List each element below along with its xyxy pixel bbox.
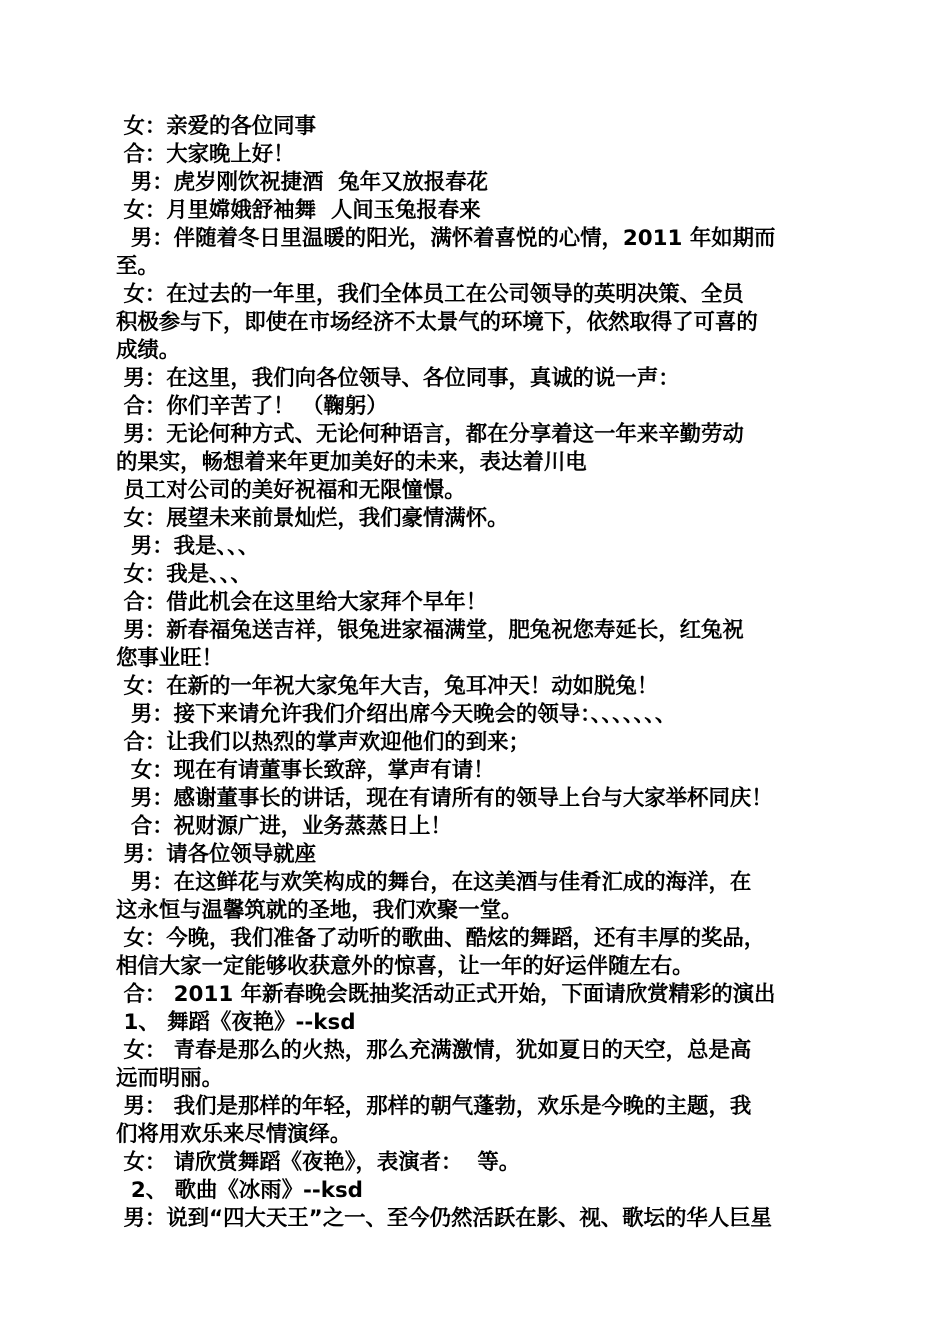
text-line: 男：新春福兔送吉祥，银兔进家福满堂，肥兔祝您寿延长，红兔祝 xyxy=(116,618,744,643)
text-line: 合：让我们以热烈的掌声欢迎他们的到来； xyxy=(116,730,530,755)
document-page xyxy=(116,113,838,1233)
text-line: 男： 我们是那样的年轻，那样的朝气蓬勃，欢乐是今晚的主题，我 xyxy=(116,1094,752,1119)
text-line: 您事业旺！ xyxy=(116,646,223,671)
text-line: 们将用欢乐来尽情演绎。 xyxy=(116,1122,352,1147)
text-line: 相信大家一定能够收获意外的惊喜，让一年的好运伴随左右。 xyxy=(116,954,694,979)
text-line: 女：我是、、、 xyxy=(116,562,252,587)
text-line: 的果实，畅想着来年更加美好的未来，表达着川电 xyxy=(116,450,587,475)
text-line: 女：在过去的一年里，我们全体员工在公司领导的英明决策、全员 xyxy=(116,282,744,307)
text-line: 男：我是、、、 xyxy=(116,534,260,559)
text-line: 女：在新的一年祝大家兔年大吉，兔耳冲天！动如脱兔！ xyxy=(116,674,659,699)
text-line: 合：你们辛苦了！ （鞠躬） xyxy=(116,394,388,419)
text-line: 成绩。 xyxy=(116,338,181,363)
text-line: 女：月里嫦娥舒袖舞 人间玉兔报春来 xyxy=(116,198,481,223)
text-line: 合： 2011 年新春晚会既抽奖活动正式开始，下面请欣赏精彩的演出 xyxy=(116,982,776,1007)
text-line: 合：大家晚上好！ xyxy=(116,142,295,167)
text-line: 女：展望未来前景灿烂，我们豪情满怀。 xyxy=(116,506,509,531)
text-line: 女：亲爱的各位同事 xyxy=(116,114,316,139)
text-line: 员工对公司的美好祝福和无限憧憬。 xyxy=(116,478,466,503)
text-line: 女： 青春是那么的火热，那么充满激情，犹如夏日的天空，总是高 xyxy=(116,1038,752,1063)
text-line: 男：在这鲜花与欢笑构成的舞台，在这美酒与佳肴汇成的海洋，在 xyxy=(116,870,752,895)
text-line: 男：伴随着冬日里温暖的阳光，满怀着喜悦的心情，2011 年如期而 xyxy=(116,226,776,251)
text-line: 女：现在有请董事长致辞，掌声有请！ xyxy=(116,758,495,783)
text-line: 远而明丽。 xyxy=(116,1066,223,1091)
text-line: 积极参与下，即使在市场经济不太景气的环境下，依然取得了可喜的 xyxy=(116,310,758,335)
text-line: 2、 歌曲《冰雨》--ksd xyxy=(116,1178,363,1203)
text-line: 男：虎岁刚饮祝捷酒 兔年又放报春花 xyxy=(116,170,489,195)
text-line: 合：祝财源广进，业务蒸蒸日上！ xyxy=(116,814,452,839)
text-line: 至。 xyxy=(116,254,159,279)
text-line: 男：请各位领导就座 xyxy=(116,842,316,867)
text-line: 女：今晚，我们准备了动听的歌曲、酷炫的舞蹈，还有丰厚的奖品， xyxy=(116,926,766,951)
text-line: 1、 舞蹈《夜艳》--ksd xyxy=(116,1010,356,1035)
text-line: 男：无论何种方式、无论何种语言，都在分享着这一年来辛勤劳动 xyxy=(116,422,744,447)
text-line: 这永恒与温馨筑就的圣地，我们欢聚一堂。 xyxy=(116,898,523,923)
text-line: 女： 请欣赏舞蹈《夜艳》，表演者： 等。 xyxy=(116,1150,521,1175)
text-line: 男：接下来请允许我们介绍出席今天晚会的领导：、、、、、、、 xyxy=(116,702,677,727)
text-line: 合：借此机会在这里给大家拜个早年！ xyxy=(116,590,488,615)
text-line: 男：感谢董事长的讲话，现在有请所有的领导上台与大家举杯同庆！ xyxy=(116,786,773,811)
text-line: 男：说到“四大天王”之一、至今仍然活跃在影、视、歌坛的华人巨星 xyxy=(116,1206,772,1231)
text-line: 男：在这里，我们向各位领导、各位同事，真诚的说一声： xyxy=(116,366,680,391)
